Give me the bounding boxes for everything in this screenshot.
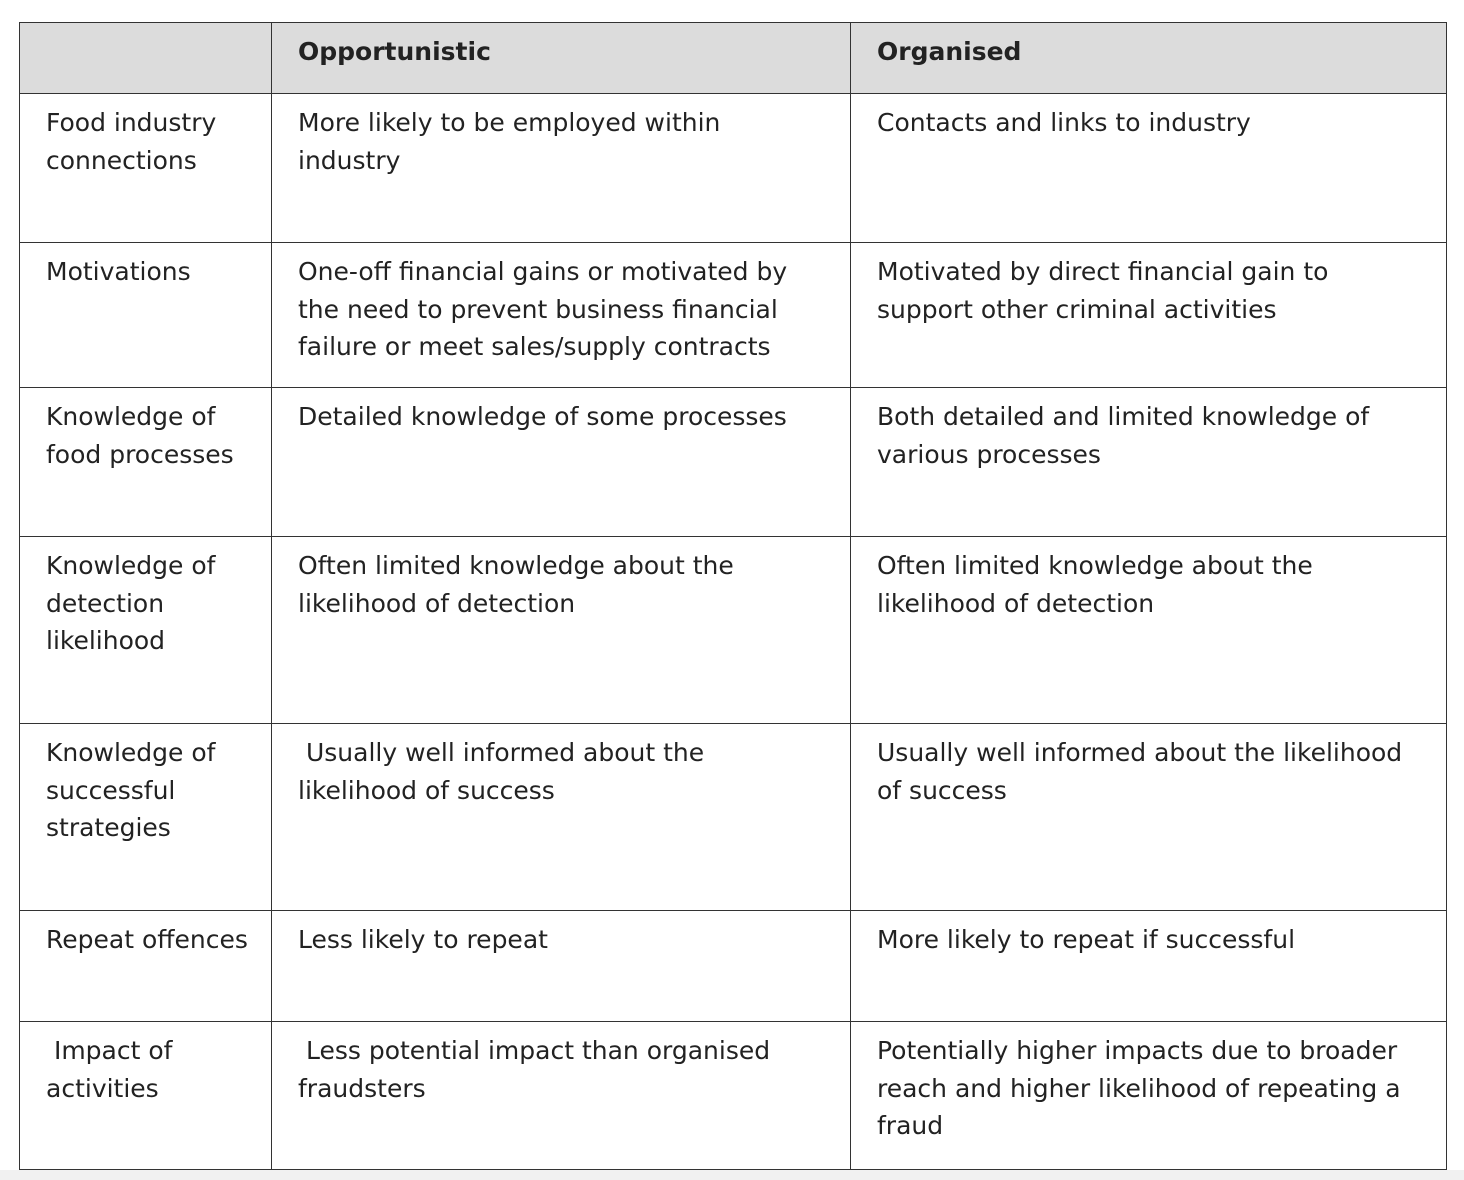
opportunistic-cell: Detailed knowledge of some processes	[272, 388, 851, 537]
row-label: Impact of activities	[20, 1022, 272, 1170]
row-label: Motivations	[20, 243, 272, 388]
row-label: Knowledge of successful strategies	[20, 724, 272, 911]
table-row	[20, 94, 1447, 243]
organised-cell: Usually well informed about the likelihood of success	[851, 724, 1447, 911]
header-cell-organised: Organised	[851, 23, 1447, 94]
table-row	[20, 1022, 1447, 1170]
opportunistic-cell: Usually well informed about the likelihood of success	[272, 724, 851, 911]
table-row	[20, 537, 1447, 724]
organised-cell: Motivated by direct financial gain to support other criminal activities	[851, 243, 1447, 388]
table-row	[20, 243, 1447, 388]
organised-cell: Both detailed and limited knowledge of various processes	[851, 388, 1447, 537]
row-label: Knowledge of detection likelihood	[20, 537, 272, 724]
header-cell-blank	[20, 23, 272, 94]
table-row	[20, 388, 1447, 537]
opportunistic-cell: One-off financial gains or motivated by the need to prevent business financial failure or meet sales/supply contracts	[272, 243, 851, 388]
row-label: Food industry connections	[20, 94, 272, 243]
fraudster-comparison-table	[19, 22, 1447, 1170]
organised-cell: Contacts and links to industry	[851, 94, 1447, 243]
opportunistic-cell: More likely to be employed within industry	[272, 94, 851, 243]
organised-cell: Potentially higher impacts due to broader reach and higher likelihood of repeating a fraud	[851, 1022, 1447, 1170]
opportunistic-cell: Less potential impact than organised fraudsters	[272, 1022, 851, 1170]
opportunistic-cell: Less likely to repeat	[272, 911, 851, 1022]
header-cell-opportunistic: Opportunistic	[272, 23, 851, 94]
page-bottom-strip	[0, 1170, 1464, 1180]
table-row	[20, 911, 1447, 1022]
row-label: Repeat offences	[20, 911, 272, 1022]
organised-cell: Often limited knowledge about the likelihood of detection	[851, 537, 1447, 724]
opportunistic-cell: Often limited knowledge about the likelihood of detection	[272, 537, 851, 724]
row-label: Knowledge of food processes	[20, 388, 272, 537]
table-header-row	[20, 23, 1447, 94]
table-row	[20, 724, 1447, 911]
organised-cell: More likely to repeat if successful	[851, 911, 1447, 1022]
